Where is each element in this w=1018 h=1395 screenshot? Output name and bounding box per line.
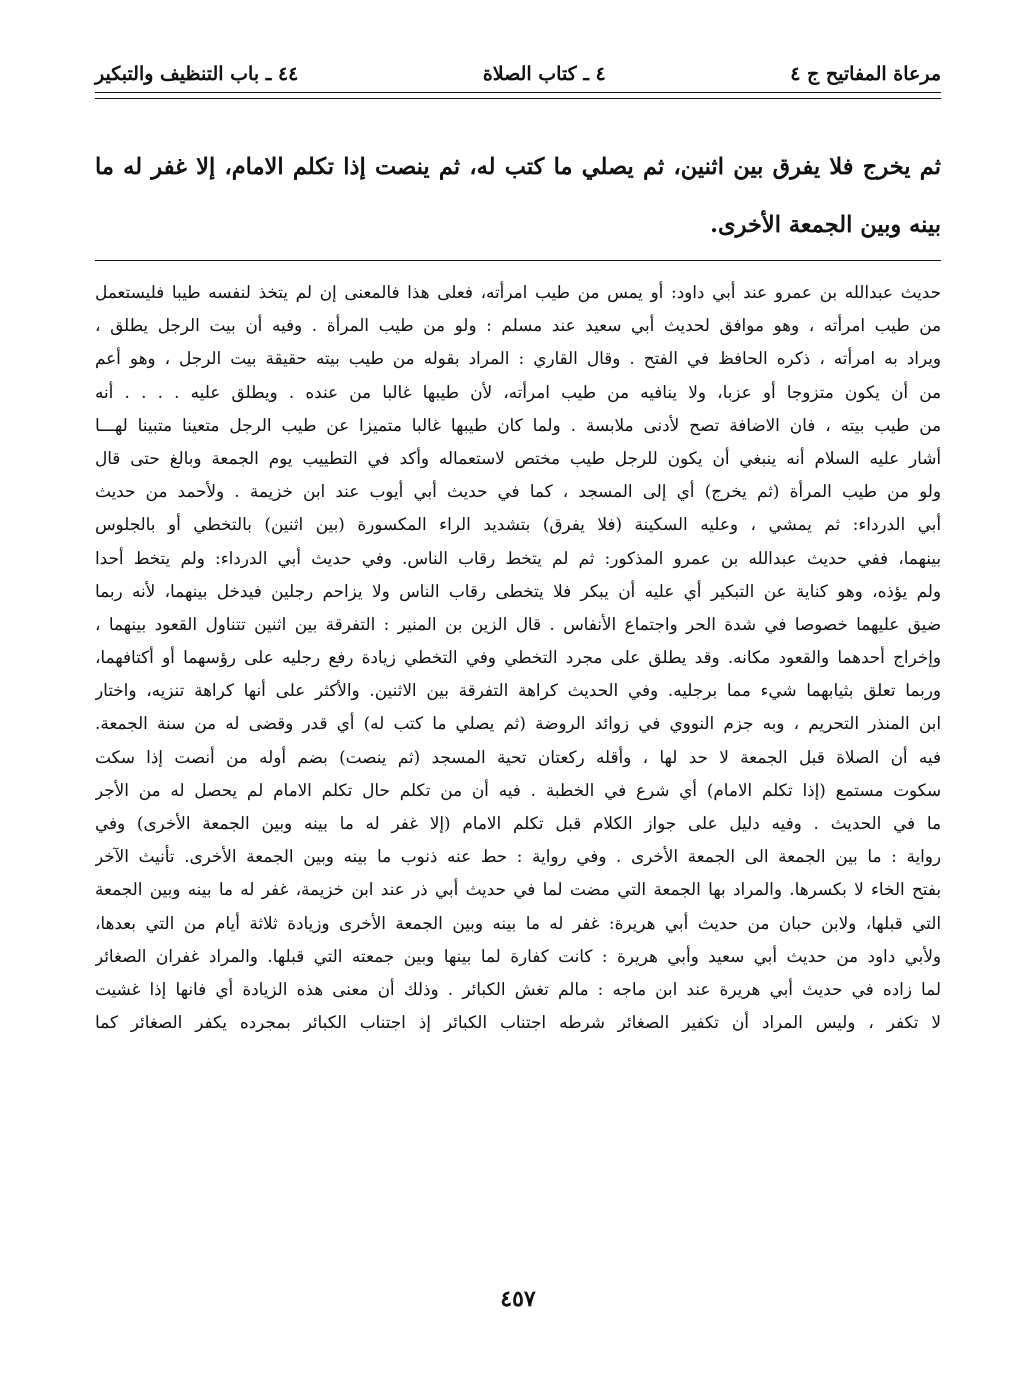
header-chapter: ٤ ـ كتاب الصلاة bbox=[482, 63, 606, 85]
commentary-line: سكوت مستمع (إذا تكلم الامام) أي شرع في الخطبة . فيه أن من تكلم حال تكلم الامام لم يحصل له من الأجر bbox=[95, 779, 941, 800]
page-number: ٤٥٧ bbox=[500, 1286, 536, 1312]
commentary-line: من طيب امرأته ، وهو موافق لحديث أبي سعيد عند مسلم : ولو من طيب المرأة . وفيه أن بيت الرجل يطلق ، bbox=[95, 315, 941, 336]
commentary-line: لما زاده في حديث أبي هريرة عند ابن ماجه : مالم تغش الكبائر . وذلك أن معنى هذه الزيادة أي فانها إذا غشيت bbox=[95, 978, 941, 999]
commentary-line: ولم يؤذه، وهو كناية عن التبكير أي عليه أن يبكر فلا يتخطى رقاب الناس ولا يزاحم رجلين فيدخل بينهما، لأنه ربما bbox=[95, 580, 941, 601]
commentary-line: من طيب بيته ، فان الاضافة تصح لأدنى ملابسة . ولما كان طيبها غالبا متميزا عن طيب الرجل متعينا متبينا لهـــا bbox=[95, 414, 941, 435]
commentary-line: بفتح الخاء لا بكسرها. والمراد بها الجمعة التي مضت لما في حديث أبي ذر عند ابن خزيمة، غفر له ما بينه وبين الجمعة bbox=[95, 879, 941, 900]
commentary-line: حديث عبدالله بن عمرو عند أبي داود: أو يمس من طيب امرأته، فعلى هذا فالمعنى إن لم يتخذ لنفسه طيبا فليستعمل bbox=[95, 282, 941, 302]
commentary-line: أشار عليه السلام أنه ينبغي أن يكون للرجل طيب مختص لاستعماله وأكد في التطييب يوم الجمعة وبالغ حتى قال bbox=[95, 447, 941, 468]
hadith-text: ثم يخرج فلا يفرق بين اثنين، ثم يصلي ما كتب له، ثم ينصت إذا تكلم الامام، إلا غفر له ما بينه وبين الجمعة الأخرى. bbox=[95, 154, 941, 238]
commentary-line: التي قبلها، ولابن حبان من حديث أبي هريرة: غفر له ما بينه وبين الجمعة الأخرى وزيادة ثلاثة أيام من التي بعدها، bbox=[95, 912, 941, 933]
running-header bbox=[95, 58, 941, 90]
commentary-line: ولو من طيب المرأة (ثم يخرج) أي إلى المسجد ، كما في حديث أبي أيوب عند ابن خزيمة . ولأحمد من حديث bbox=[95, 481, 941, 502]
commentary-divider bbox=[95, 260, 941, 261]
commentary-line: ابن المنذر التحريم ، وبه جزم النووي في زوائد الروضة (ثم يصلي ما كتب له) أي قدر وقضى له من سنة الجمعة. bbox=[95, 713, 941, 734]
commentary-line: رواية : ما بين الجمعة الى الجمعة الأخرى . وفي رواية : حط عنه ذنوب ما بينه وبين الجمعة الأخرى. تأنيث الآخر bbox=[95, 846, 941, 867]
commentary-line: وربما تعلق بثيابهما شيء مما برجليه. وفي الحديث كراهة التفرقة بين الاثنين. والأكثر على أنها كراهة تنزيه، واختار bbox=[95, 680, 941, 701]
commentary-line: ضيق عليهما خصوصا في شدة الحر واجتماع الأنفاس . قال الزين بن المنير : التفرقة بين اثنين تتناول القعود بينهما ، bbox=[95, 613, 941, 634]
commentary-block bbox=[95, 276, 941, 1039]
commentary-line: لا تكفر ، وليس المراد أن تكفير الصغائر شرطه اجتناب الكبائر إذ اجتناب الكبائر بمجرده يكفر الصغائر كما bbox=[95, 1012, 941, 1033]
commentary-line: أبي الدرداء: ثم يمشي ، وعليه السكينة (فلا يفرق) بتشديد الراء المكسورة (بين اثنين) بالتخطي أو بالجلوس bbox=[95, 514, 941, 535]
book-page bbox=[95, 50, 941, 1370]
header-book-title: مرعاة المفاتيح ج ٤ bbox=[790, 63, 941, 85]
commentary-line: ولأبي داود من حديث أبي سعيد وأبي هريرة : كانت كفارة لما بينها وبين جمعته التي قبلها. والمراد غفران الصغائر bbox=[95, 945, 941, 966]
header-divider bbox=[95, 92, 941, 99]
commentary-line: بينهما، ففي حديث عبدالله بن عمرو المذكور: ثم لم يتخط رقاب الناس. وفي حديث أبي الدرداء: ولم يتخط أحدا bbox=[95, 547, 941, 568]
commentary-line: فيه أن الصلاة قبل الجمعة لا حد لها ، وأقله ركعتان تحية المسجد (ثم ينصت) بضم أوله من أنصت إذا سكت bbox=[95, 746, 941, 767]
commentary-line: وإخراج أحدهما والقعود مكانه. وقد يطلق على مجرد التخطي وفي التخطي زيادة رفع رجليه على رؤسهما أو أكتافهما، bbox=[95, 647, 941, 668]
commentary-line: ويراد به امرأته ، ذكره الحافظ في الفتح . وقال القاري : المراد بقوله من طيب بيته حقيقة بيت الرجل ، وهو أعم bbox=[95, 348, 941, 369]
header-section: ٤٤ ـ باب التنظيف والتبكير bbox=[95, 63, 299, 85]
commentary-line: من أن يكون متزوجا أو عزبا، ولا ينافيه من طيب امرأته، لأن طيبها غالبا من عنده . ويطلق عليه . . . . أنه bbox=[95, 381, 941, 402]
commentary-line: ما في الحديث . وفيه دليل على جواز الكلام قبل تكلم الامام (إلا غفر له ما بينه وبين الجمعة الأخرى) وفي bbox=[95, 813, 941, 833]
